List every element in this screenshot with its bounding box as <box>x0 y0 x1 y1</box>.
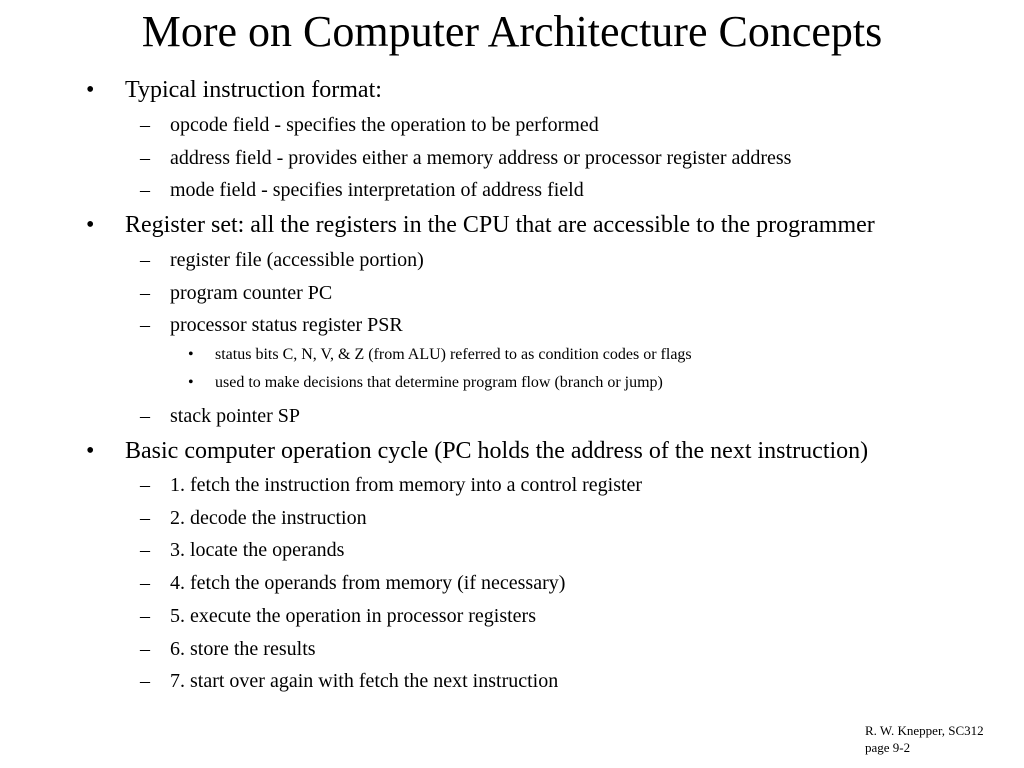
bullet-text: Basic computer operation cycle (PC holds the address of the next instruction) <box>125 438 869 464</box>
sub-item-text: 7. start over again with fetch the next instruction <box>170 670 559 692</box>
dash-marker: – <box>140 572 150 594</box>
small-bullet-marker: • <box>188 346 194 363</box>
sub-item-text: mode field - specifies interpretation of address field <box>170 179 584 201</box>
dash-marker: – <box>140 249 150 271</box>
sub-item-text: 1. fetch the instruction from memory into a control register <box>170 474 643 496</box>
dash-marker: – <box>140 539 150 561</box>
bullet-marker: • <box>86 212 95 238</box>
sub-sub-item-text: used to make decisions that determine program flow (branch or jump) <box>215 374 663 391</box>
sub-item-text: 4. fetch the operands from memory (if necessary) <box>170 572 566 594</box>
slide-title: More on Computer Architecture Concepts <box>141 7 883 56</box>
dash-marker: – <box>140 314 150 336</box>
sub-item-text: address field - provides either a memory address or processor register address <box>170 147 792 169</box>
dash-marker: – <box>140 179 150 201</box>
sub-item-text: 5. execute the operation in processor registers <box>170 605 536 627</box>
bullet-marker: • <box>86 438 95 464</box>
dash-marker: – <box>140 147 150 169</box>
bullet-text: Register set: all the registers in the CPU that are accessible to the programmer <box>125 212 875 238</box>
sub-item-text: program counter PC <box>170 282 333 304</box>
sub-item-text: stack pointer SP <box>170 405 300 427</box>
sub-item-text: 6. store the results <box>170 638 316 660</box>
dash-marker: – <box>140 282 150 304</box>
dash-marker: – <box>140 474 150 496</box>
sub-item-text: 2. decode the instruction <box>170 507 367 529</box>
sub-item-text: register file (accessible portion) <box>170 249 424 271</box>
dash-marker: – <box>140 405 150 427</box>
footer-page-number: page 9-2 <box>865 740 911 755</box>
bullet-marker: • <box>86 77 95 103</box>
slide-footer <box>865 722 984 756</box>
sub-item-text: 3. locate the operands <box>170 539 345 561</box>
dash-marker: – <box>140 670 150 692</box>
dash-marker: – <box>140 507 150 529</box>
dash-marker: – <box>140 638 150 660</box>
bullet-text: Typical instruction format: <box>125 77 382 103</box>
sub-item-text: opcode field - specifies the operation to be performed <box>170 114 599 136</box>
dash-marker: – <box>140 114 150 136</box>
small-bullet-marker: • <box>188 374 194 391</box>
footer-author: R. W. Knepper, SC312 <box>865 723 984 738</box>
sub-sub-item-text: status bits C, N, V, & Z (from ALU) referred to as condition codes or flags <box>215 346 692 363</box>
dash-marker: – <box>140 605 150 627</box>
sub-item-text: processor status register PSR <box>170 314 403 336</box>
